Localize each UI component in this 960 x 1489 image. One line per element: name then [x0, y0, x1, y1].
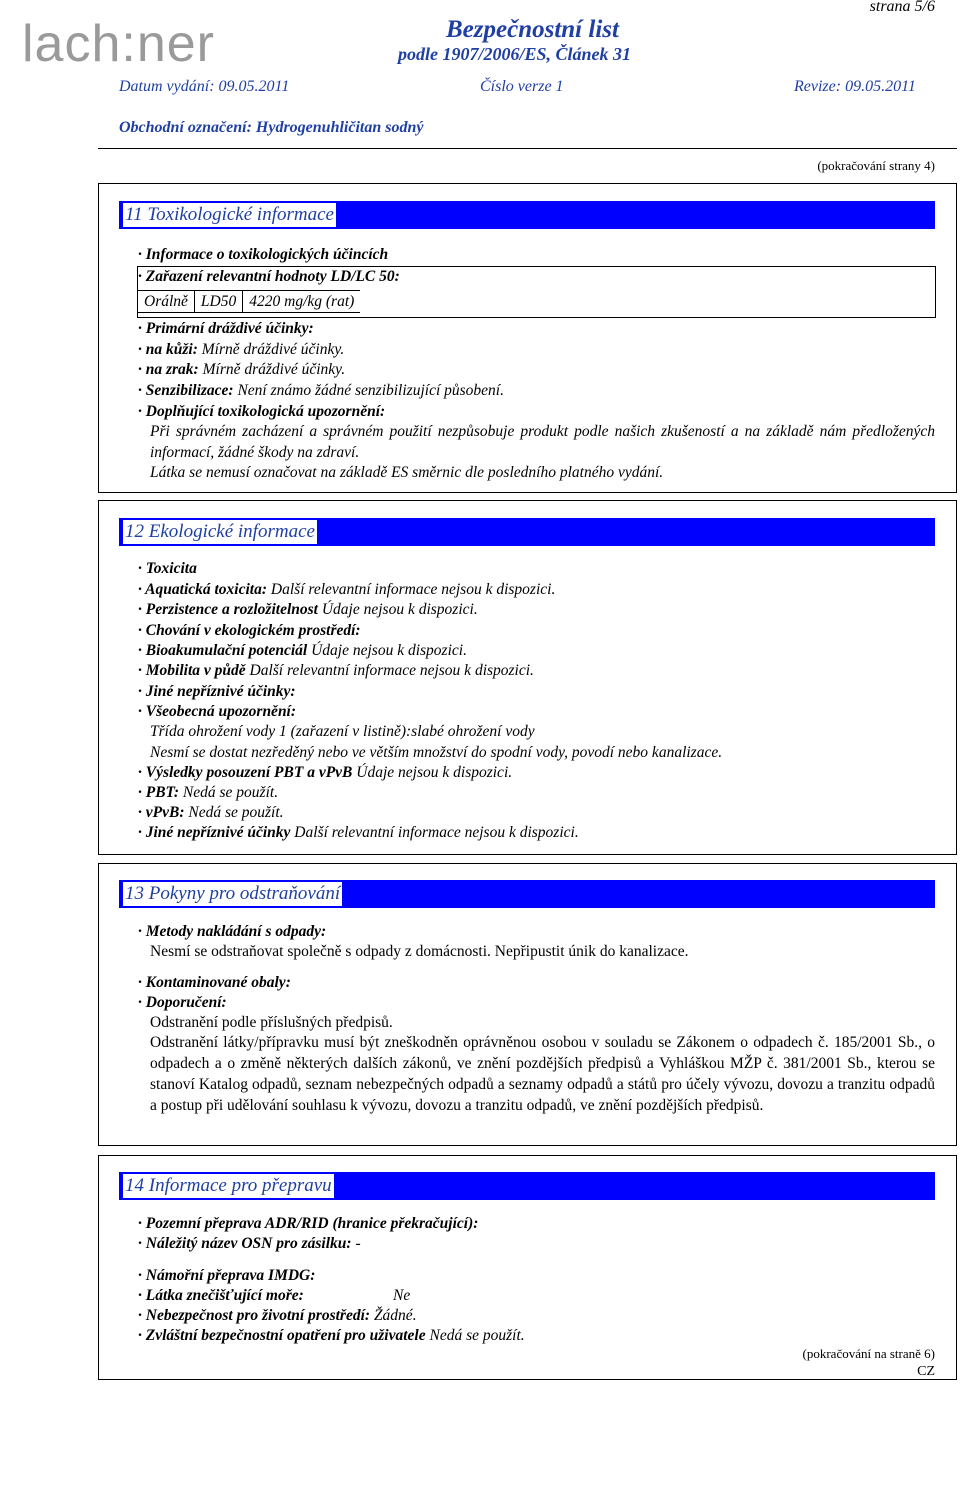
eye-irritation: · na zrak: Mírně dráždivé účinky. [138, 361, 346, 378]
disposal-methods-text: Nesmí se odstraňovat společně s odpady z domácnosti. Nepřipustit únik do kanalizace. [150, 943, 689, 960]
page-number: strana 5/6 [869, 0, 935, 15]
persistence: · Perzistence a rozložitelnost Údaje nejsou k dispozici. [138, 601, 478, 618]
sensitization: · Senzibilizace: Není známo žádné senzibilizující působení. [138, 382, 504, 399]
section-11-header [119, 201, 935, 229]
sea-transport: · Námořní přeprava IMDG: [138, 1267, 316, 1284]
contaminated-packaging: · Kontaminované obaly: [138, 974, 291, 991]
land-transport: · Pozemní přeprava ADR/RID (hranice překračující): [138, 1215, 479, 1232]
version-number: Číslo verze 1 [480, 78, 564, 95]
document-title: Bezpečnostní list [446, 16, 619, 43]
marine-pollutant-label: · Látka znečišťující moře: [138, 1287, 304, 1304]
toxicity-heading: · Toxicita [138, 560, 197, 577]
ld-table [137, 290, 360, 313]
recommendation-text-1: Odstranění podle příslušných předpisů. [150, 1014, 393, 1031]
environmental-hazard: · Nebezpečnost pro životní prostředí: Žádné. [138, 1307, 417, 1324]
pbt: · PBT: Nedá se použít. [138, 784, 279, 801]
document-subtitle: podle 1907/2006/ES, Článek 31 [398, 44, 632, 64]
extra-tox-text: Při správném zacházení a správném použití nezpůsobuje produkt podle našich zkušeností a na základě nám předložených informací, žádné škody na zdraví. [150, 423, 935, 461]
continued-from: (pokračování strany 4) [817, 158, 935, 173]
section-12-header [119, 518, 935, 546]
un-shipping-name: · Náležitý název OSN pro zásilku: - [138, 1235, 361, 1252]
ld-value: 4220 mg/kg (rat) [243, 291, 361, 313]
revision-date: Revize: 09.05.2011 [794, 78, 916, 95]
company-logo: lach:ner [22, 15, 215, 73]
special-precautions: · Zvláštní bezpečnostní opatření pro uživatele Nedá se použít. [138, 1327, 525, 1344]
ld-route: Orálně [138, 291, 195, 313]
ld-label: · Zařazení relevantní hodnoty LD/LC 50: [138, 268, 400, 285]
aquatic-toxicity: · Aquatická toxicita: Další relevantní informace nejsou k dispozici. [138, 581, 556, 598]
section-11-title: 11 Toxikologické informace [125, 204, 334, 225]
other-adverse-effects: · Jiné nepříznivé účinky: [138, 683, 296, 700]
labelling-text: Látka se nemusí označovat na základě ES směrnic dle posledního platného vydání. [150, 464, 664, 481]
vpvb: · vPvB: Nedá se použít. [138, 804, 284, 821]
tox-info-heading: · Informace o toxikologických účincích [138, 246, 389, 263]
section-14-title: 14 Informace pro přepravu [125, 1175, 332, 1196]
recommendation: · Doporučení: [138, 994, 227, 1011]
water-warning: Nesmí se dostat nezředěný nebo ve větším množství do spodní vody, povodí nebo kanalizace. [150, 744, 723, 761]
water-hazard-class: Třída ohrožení vody 1 (zařazení v listině):slabé ohrožení vody [150, 723, 535, 740]
bioaccumulation: · Bioakumulační potenciál Údaje nejsou k dispozici. [138, 642, 467, 659]
ld-type: LD50 [194, 291, 242, 313]
other-adverse-effects-2: · Jiné nepříznivé účinky Další relevantní informace nejsou k dispozici. [138, 824, 579, 841]
continued-on: (pokračování na straně 6) [802, 1346, 935, 1361]
soil-mobility: · Mobilita v půdě Další relevantní informace nejsou k dispozici. [138, 662, 534, 679]
primary-irritant-label: · Primární dráždivé účinky: [138, 320, 314, 337]
environment-behaviour: · Chování v ekologickém prostředí: [138, 622, 361, 639]
trade-name: Obchodní označení: Hydrogenuhličitan sodný [119, 119, 424, 136]
recommendation-text-2: Odstranění látky/přípravku musí být zneškodněn oprávněnou osobou v souladu se Zákonem o odpadech č. 185/2001 Sb., o odpadech a o změně některých dalších zákonů, ve znění pozdějších předpisů a Vyhláškou MŽP č. 381/2001 Sb., kterou se stanoví Katalog odpadů, seznam nebezpečných odpadů a seznamy odpadů a států pro účely vývozu, dovozu a tranzitu odpadů a postup při udělování souhlasu k vývozu, dovozu a tranzitu odpadů, ve znění pozdějších předpisů. [150, 1034, 935, 1114]
pbt-results: · Výsledky posouzení PBT a vPvB Údaje nejsou k dispozici. [138, 764, 513, 781]
general-notes: · Všeobecná upozornění: [138, 703, 297, 720]
issue-date: Datum vydání: 09.05.2011 [119, 78, 290, 95]
section-13-title: 13 Pokyny pro odstraňování [125, 883, 341, 904]
skin-irritation: · na kůži: Mírně dráždivé účinky. [138, 341, 345, 358]
header-divider [98, 148, 957, 149]
section-12-title: 12 Ekologické informace [125, 521, 315, 542]
section-13-header [119, 880, 935, 908]
language-code: CZ [917, 1364, 935, 1379]
table-row [138, 291, 361, 313]
extra-tox-label: · Doplňující toxikologická upozornění: [138, 403, 386, 420]
marine-pollutant-value: Ne [393, 1287, 411, 1304]
disposal-methods: · Metody nakládání s odpady: [138, 923, 327, 940]
section-14-header [119, 1172, 935, 1200]
